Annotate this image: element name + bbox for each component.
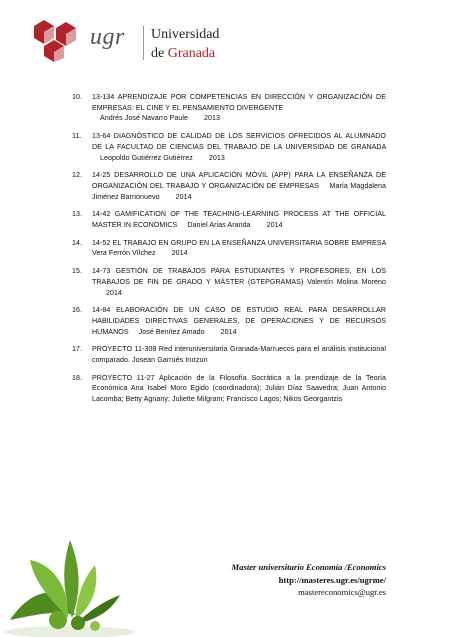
item-title: EL TRABAJO EN GRUPO EN LA ENSEÑANZA UNIVERSITARIA SOBRE EMPRESA: [112, 238, 386, 247]
university-logo: [30, 14, 260, 70]
item-code: 14-73: [92, 267, 111, 276]
item-author: Josean Garrués Irurzun: [132, 356, 208, 365]
logo-city-prefix: de: [151, 46, 168, 61]
footer-program: Master universitario Economía /Economics: [231, 562, 386, 572]
item-year: 2014: [171, 249, 188, 258]
item-author: Leopoldo Gutiérrez Gutiérrez: [100, 153, 193, 162]
item-code: 14-25: [92, 171, 111, 180]
item-title: GESTIÓN DE TRABAJOS PARA ESTUDIANTES Y PROFESORES, EN LOS TRABAJOS DE FIN DE GRADO Y MÁSTER (GTEPGRAMAS): [92, 267, 386, 286]
item-title: DESARROLLO DE UNA APLICACIÓN MÓVIL (APP) PARA LA ENSEÑANZA DE ORGANIZACIÓN DEL TRABAJO Y ORGANIZACIÓN DE EMPRESAS: [92, 171, 386, 190]
logo-city: [151, 46, 215, 62]
item-author: Ana Isabel Moro Egido (coordinadora); Julián Díaz Saavedra; Juan Antonio Lacomba; Betty Agnany; Juliette Milgram; Francisco Lagos; Nikos Georgantzis: [92, 384, 386, 404]
item-year: 2014: [106, 288, 122, 297]
item-code: PROYECTO 11-308: [92, 345, 157, 354]
item-year: 2014: [220, 327, 237, 336]
list-item: [72, 209, 386, 230]
item-number: 12.: [72, 171, 83, 180]
item-code: 14-84: [92, 306, 111, 315]
footer-contact: [232, 561, 386, 599]
item-author: Daniel Arias Aranda: [187, 221, 251, 230]
logo-divider: [143, 26, 144, 60]
item-title: Aplicación de la Filosofía Socrática a la prendizaje de la Teoría Económica: [92, 373, 387, 393]
item-number: 16.: [72, 306, 83, 315]
item-year: 2013: [208, 153, 225, 162]
item-code: 13-64: [92, 132, 111, 141]
item-number: 10.: [72, 93, 83, 101]
footer-email-link[interactable]: mastereconomics@ugr.es: [298, 587, 386, 597]
item-title: GAMIFICATION OF THE TEACHING-LEARNING PROCESS AT THE OFFICIAL MASTER IN ECONOMICS: [92, 210, 386, 230]
list-item: [72, 266, 386, 298]
item-number: 11.: [72, 132, 82, 141]
list-item: [72, 170, 386, 202]
logo-ugr-text: ugr: [90, 24, 125, 50]
decorative-leaves-image: [0, 520, 140, 637]
item-title: Red interuniversitaria Granada-Marruecos para el análisis institucional comparado.: [92, 345, 386, 365]
item-title: ELABORACIÓN DE UN CASO DE ESTUDIO REAL PARA DESARROLLAR HABILIDADES DIRECTIVAS GENERALES, DE OPERACIONES Y DE RECURSOS HUMANOS: [92, 306, 387, 336]
item-author: Andrés José Navarro Paule: [100, 114, 188, 123]
item-number: 17.: [72, 345, 83, 354]
list-item: [72, 92, 386, 124]
logo-city-name: Granada: [167, 46, 216, 61]
item-author: Valentín Molina Moreno: [307, 277, 386, 286]
item-author: María Magdalena Jiménez Barrionuevo: [92, 181, 386, 201]
item-author: José Benítez Amado: [138, 327, 205, 336]
item-number: 13.: [72, 210, 83, 219]
item-code: 14-52: [92, 238, 111, 247]
list-item: [72, 131, 386, 163]
item-code: PROYECTO 11-27: [92, 373, 155, 382]
item-title: APRENDIZAJE POR COMPETENCIAS EN DIRECCIÓN Y ORGANIZACIÓN DE EMPRESAS: EL CINE Y EL PENSAMIENTO DIVERGENTE: [92, 93, 386, 112]
footer-website-link[interactable]: http://masteres.ugr.es/ugrme/: [278, 574, 386, 585]
list-item: [72, 305, 387, 337]
list-item: [72, 373, 387, 405]
item-code: 14-42: [92, 210, 111, 219]
logo-university: Universidad: [151, 27, 220, 42]
list-item: [72, 238, 386, 259]
item-number: 14.: [72, 238, 83, 247]
item-author: Vera Ferrón Vílchez: [92, 249, 156, 258]
item-number: 18.: [72, 373, 83, 382]
item-year: 2013: [204, 114, 221, 123]
item-number: 15.: [72, 267, 83, 276]
item-code: 13-134: [92, 93, 115, 101]
university-crest-icon: [30, 18, 90, 62]
item-title: DIAGNÓSTICO DE CALIDAD DE LOS SERVICIOS OFRECIDOS AL ALUMNADO DE LA FACULTAD DE CIENCIAS DEL TRABAJO DE LA UNIVERSIDAD DE GRANADA: [92, 132, 386, 151]
item-year: 2014: [266, 221, 283, 230]
list-item: [72, 344, 386, 365]
project-list: [72, 92, 387, 412]
item-year: 2014: [175, 192, 192, 201]
